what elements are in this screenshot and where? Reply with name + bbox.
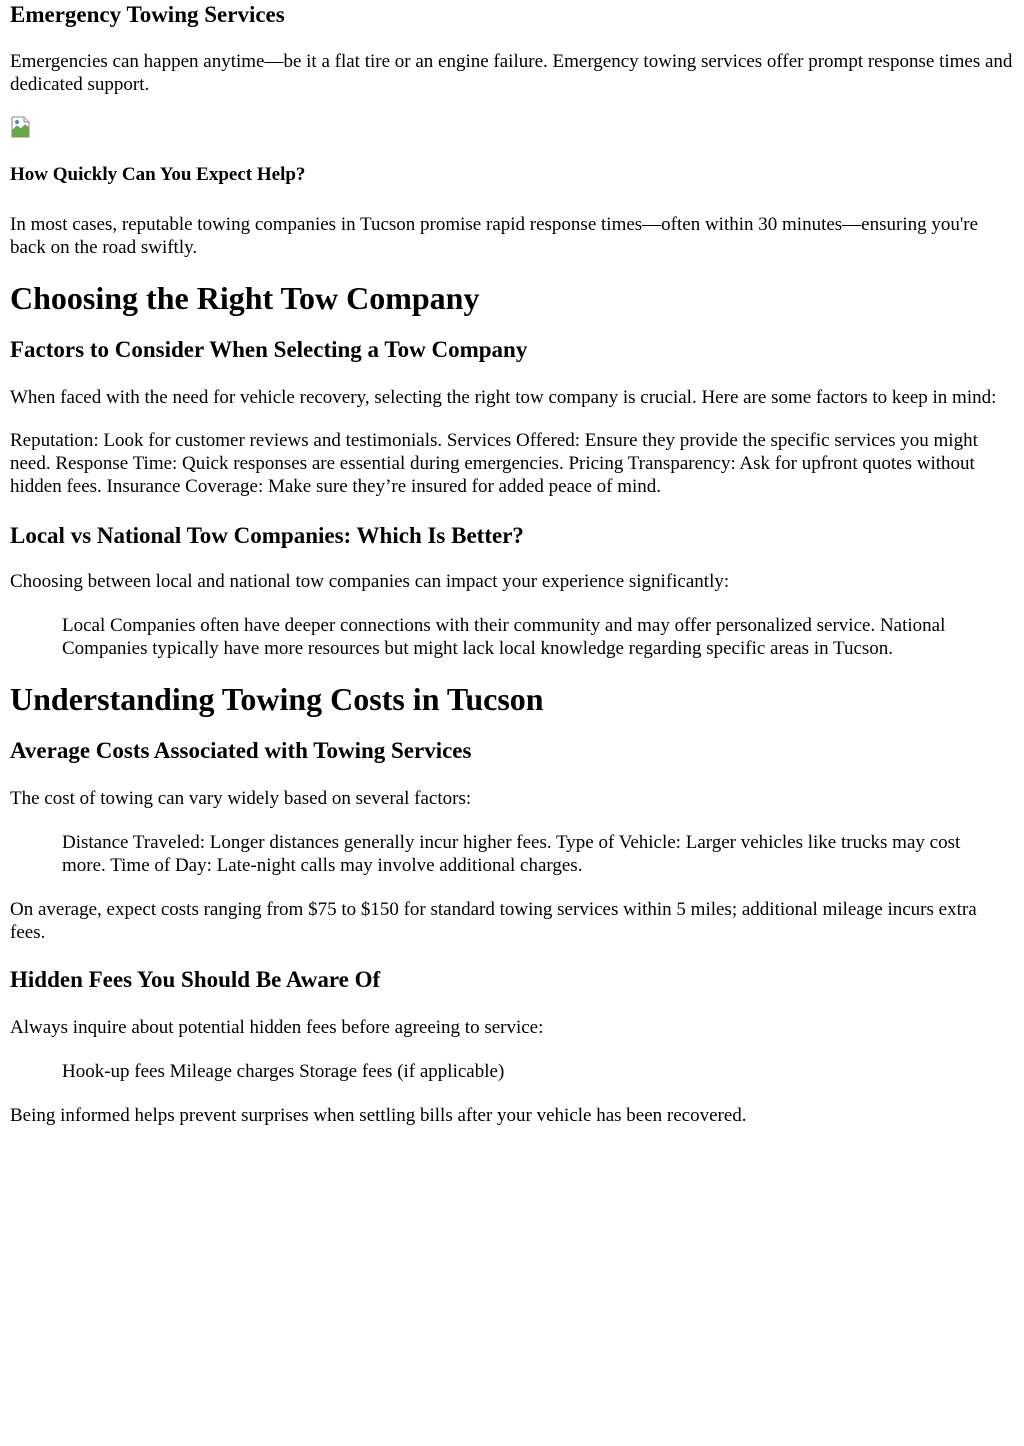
local-vs-national-heading: Local vs National Tow Companies: Which Is Better? — [10, 523, 524, 548]
local-vs-national-quote: Local Companies often have deeper connections with their community and may offer personalized service. National Companies typically have more resources but might lack local knowledge regarding specific areas in Tucson. — [62, 615, 946, 659]
hidden-fees-heading: Hidden Fees You Should Be Aware Of — [10, 967, 381, 992]
response-time-paragraph: In most cases, reputable towing companies in Tucson promise rapid response times—often within 30 minutes—ensuring you're back on the road swiftly. — [10, 214, 979, 258]
hidden-fees-intro: Always inquire about potential hidden fees before agreeing to service: — [10, 1017, 544, 1038]
emergency-heading: Emergency Towing Services — [10, 2, 285, 27]
average-costs-intro: The cost of towing can vary widely based on several factors: — [10, 788, 472, 809]
factors-list: Reputation: Look for customer reviews and testimonials. Services Offered: Ensure they provide the specific services you might need. Response Time: Quick responses are essential during emergencies. Pricing Transparency: Ask for upfront quotes without hidden fees. Insurance Coverage: Make sure they’re insured for added peace of mind. — [10, 430, 978, 497]
average-costs-heading: Average Costs Associated with Towing Services — [10, 738, 472, 763]
choosing-heading: Choosing the Right Tow Company — [10, 280, 480, 316]
costs-heading: Understanding Towing Costs in Tucson — [10, 681, 544, 717]
average-costs-summary: On average, expect costs ranging from $75 to $150 for standard towing services within 5 miles; additional mileage incurs extra fees. — [10, 899, 977, 943]
broken-image-icon — [10, 116, 32, 138]
response-time-heading: How Quickly Can You Expect Help? — [10, 164, 306, 185]
factors-intro: When faced with the need for vehicle recovery, selecting the right tow company is crucial. Here are some factors to keep in mind: — [10, 387, 997, 408]
average-costs-quote: Distance Traveled: Longer distances generally incur higher fees. Type of Vehicle: Larger vehicles like trucks may cost more. Time of Day: Late-night calls may involve additional charges. — [62, 832, 961, 876]
hidden-fees-quote: Hook-up fees Mileage charges Storage fees (if applicable) — [62, 1061, 505, 1082]
emergency-paragraph: Emergencies can happen anytime—be it a flat tire or an engine failure. Emergency towing services offer prompt response times and dedicated support. — [10, 51, 1013, 95]
closing-paragraph: Being informed helps prevent surprises when settling bills after your vehicle has been recovered. — [10, 1105, 747, 1126]
factors-heading: Factors to Consider When Selecting a Tow Company — [10, 337, 528, 362]
local-vs-national-intro: Choosing between local and national tow companies can impact your experience significantly: — [10, 571, 730, 592]
